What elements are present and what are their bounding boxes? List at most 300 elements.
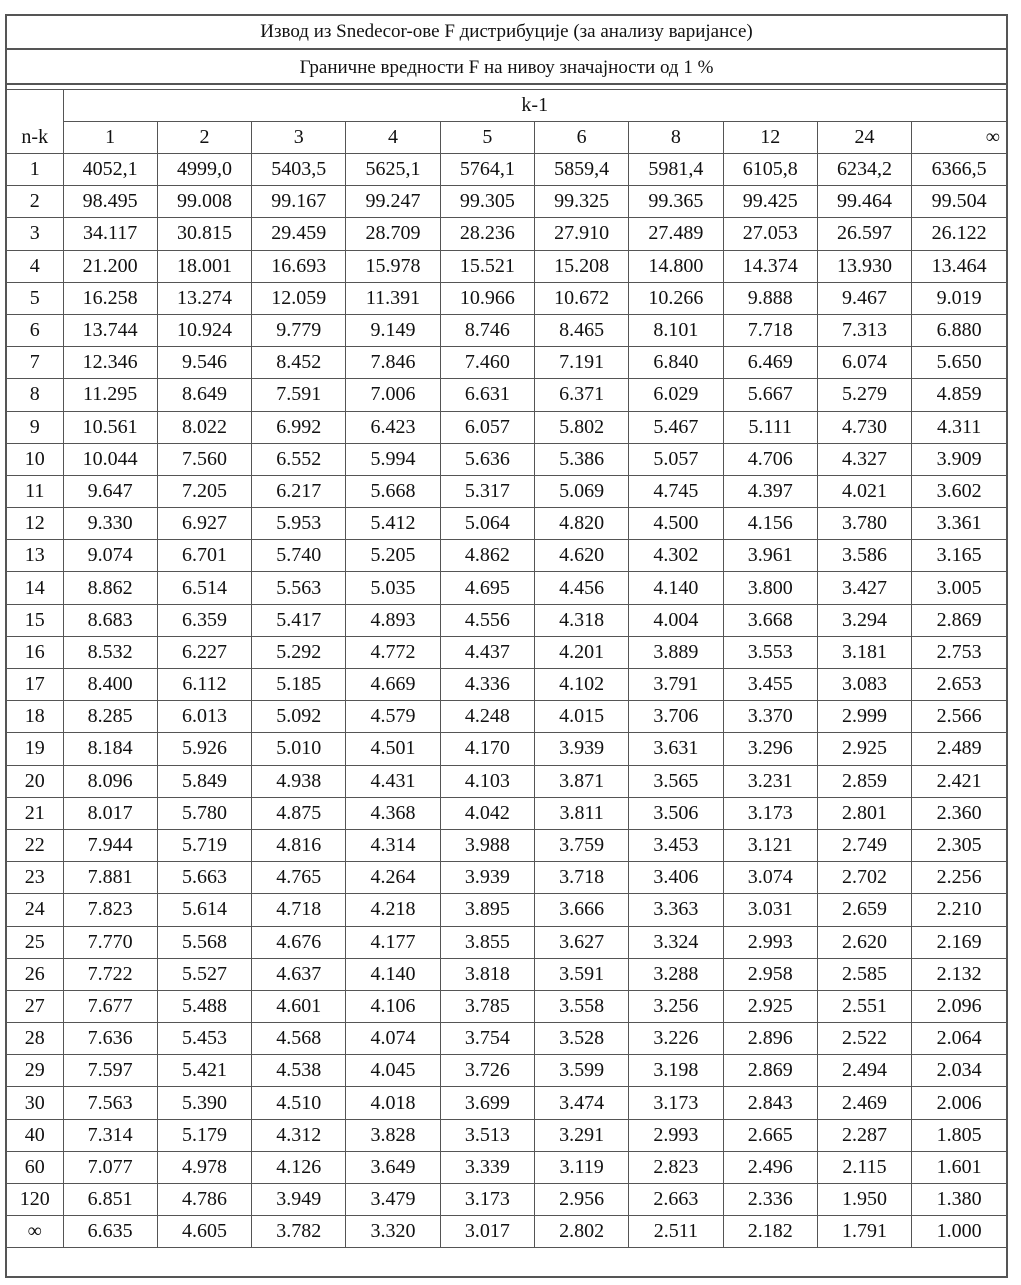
table-cell: 3.453 [629, 829, 723, 861]
table-cell: 4.500 [629, 508, 723, 540]
table-cell: 4.327 [817, 443, 911, 475]
table-cell: 4.601 [252, 990, 346, 1022]
table-cell: 5.926 [157, 733, 251, 765]
table-cell: 4.820 [534, 508, 628, 540]
table-cell: 3.699 [440, 1087, 534, 1119]
table-cell: 4.218 [346, 894, 440, 926]
table-cell: 4.015 [534, 701, 628, 733]
table-cell: 9.149 [346, 314, 440, 346]
column-header: ∞ [912, 122, 1006, 154]
table-cell: 7.823 [63, 894, 157, 926]
table-cell: 29.459 [252, 218, 346, 250]
table-cell: 3.479 [346, 1184, 440, 1216]
table-cell: 2.115 [817, 1151, 911, 1183]
table-cell: 2.511 [629, 1216, 723, 1248]
table-cell: 5.453 [157, 1023, 251, 1055]
table-row [7, 1087, 1006, 1119]
table-row [7, 1216, 1006, 1248]
table-cell: 4.042 [440, 797, 534, 829]
table-cell: 6.217 [252, 475, 346, 507]
table-cell: 5.527 [157, 958, 251, 990]
table-cell: 12.346 [63, 347, 157, 379]
table-cell: 13.930 [817, 250, 911, 282]
table-row [7, 282, 1006, 314]
table-cell: 4.676 [252, 926, 346, 958]
table-cell: 4.318 [534, 604, 628, 636]
table-cell: 5.317 [440, 475, 534, 507]
table-cell: 5.636 [440, 443, 534, 475]
row-label: 8 [7, 379, 63, 411]
table-row [7, 604, 1006, 636]
table-cell: 3.528 [534, 1023, 628, 1055]
table-cell: 2.132 [912, 958, 1006, 990]
table-cell: 4.126 [252, 1151, 346, 1183]
table-cell: 5.667 [723, 379, 817, 411]
table-cell: 18.001 [157, 250, 251, 282]
table-cell: 5.421 [157, 1055, 251, 1087]
table-cell: 4.264 [346, 862, 440, 894]
table-cell: 4.510 [252, 1087, 346, 1119]
row-label: 13 [7, 540, 63, 572]
column-header-row [7, 122, 1006, 154]
table-cell: 15.521 [440, 250, 534, 282]
table-cell: 4.875 [252, 797, 346, 829]
table-row [7, 990, 1006, 1022]
table-cell: 3.780 [817, 508, 911, 540]
table-cell: 3.083 [817, 669, 911, 701]
table-cell: 6.359 [157, 604, 251, 636]
table-cell: 4.745 [629, 475, 723, 507]
table-row [7, 765, 1006, 797]
table-cell: 9.647 [63, 475, 157, 507]
table-cell: 15.208 [534, 250, 628, 282]
table-cell: 4.336 [440, 669, 534, 701]
table-cell: 5.092 [252, 701, 346, 733]
row-label: 12 [7, 508, 63, 540]
table-cell: 7.597 [63, 1055, 157, 1087]
table-cell: 5764,1 [440, 154, 534, 186]
table-cell: 8.452 [252, 347, 346, 379]
table-cell: 99.464 [817, 186, 911, 218]
table-row [7, 250, 1006, 282]
row-label: 17 [7, 669, 63, 701]
table-cell: 10.924 [157, 314, 251, 346]
table-cell: 4.706 [723, 443, 817, 475]
table-cell: 10.561 [63, 411, 157, 443]
table-cell: 27.053 [723, 218, 817, 250]
table-row [7, 314, 1006, 346]
n-label: n-k [7, 122, 63, 154]
table-cell: 8.465 [534, 314, 628, 346]
table-cell: 2.566 [912, 701, 1006, 733]
table-row [7, 829, 1006, 861]
table-cell: 7.718 [723, 314, 817, 346]
table-cell: 4.437 [440, 636, 534, 668]
table-cell: 5.467 [629, 411, 723, 443]
table-cell: 3.296 [723, 733, 817, 765]
table-cell: 13.464 [912, 250, 1006, 282]
table-cell: 2.551 [817, 990, 911, 1022]
table-cell: 7.677 [63, 990, 157, 1022]
row-label: 14 [7, 572, 63, 604]
table-cell: 2.653 [912, 669, 1006, 701]
table-cell: 5625,1 [346, 154, 440, 186]
table-cell: 4.456 [534, 572, 628, 604]
row-label: 5 [7, 282, 63, 314]
row-label: 4 [7, 250, 63, 282]
row-label: 23 [7, 862, 63, 894]
table-cell: 3.909 [912, 443, 1006, 475]
table-cell: 3.961 [723, 540, 817, 572]
row-label: 15 [7, 604, 63, 636]
table-cell: 4.816 [252, 829, 346, 861]
table-cell: 10.044 [63, 443, 157, 475]
table-cell: 5.849 [157, 765, 251, 797]
table-cell: 4.938 [252, 765, 346, 797]
table-cell: 3.818 [440, 958, 534, 990]
table-cell: 6.469 [723, 347, 817, 379]
table-cell: 3.627 [534, 926, 628, 958]
table-cell: 4.103 [440, 765, 534, 797]
table-cell: 6.880 [912, 314, 1006, 346]
table-cell: 1.000 [912, 1216, 1006, 1248]
table-cell: 6.701 [157, 540, 251, 572]
row-label: 27 [7, 990, 63, 1022]
table-cell: 7.636 [63, 1023, 157, 1055]
table-cell: 3.586 [817, 540, 911, 572]
table-cell: 3.288 [629, 958, 723, 990]
table-cell: 5.064 [440, 508, 534, 540]
table-cell: 8.400 [63, 669, 157, 701]
table-cell: 6.371 [534, 379, 628, 411]
table-cell: 5.780 [157, 797, 251, 829]
table-cell: 10.672 [534, 282, 628, 314]
column-header: 2 [157, 122, 251, 154]
table-cell: 3.599 [534, 1055, 628, 1087]
table-cell: 10.966 [440, 282, 534, 314]
table-cell: 2.749 [817, 829, 911, 861]
table-cell: 5.412 [346, 508, 440, 540]
table-cell: 3.754 [440, 1023, 534, 1055]
table-cell: 2.702 [817, 862, 911, 894]
table-cell: 4.862 [440, 540, 534, 572]
table-cell: 4.302 [629, 540, 723, 572]
table-cell: 2.958 [723, 958, 817, 990]
table-cell: 7.205 [157, 475, 251, 507]
table-row [7, 186, 1006, 218]
corner-blank [7, 90, 63, 122]
table-cell: 3.871 [534, 765, 628, 797]
table-row [7, 154, 1006, 186]
table-cell: 99.247 [346, 186, 440, 218]
row-label: 29 [7, 1055, 63, 1087]
table-cell: 2.522 [817, 1023, 911, 1055]
table-cell: 2.489 [912, 733, 1006, 765]
row-label: 40 [7, 1119, 63, 1151]
table-cell: 2.925 [723, 990, 817, 1022]
table-cell: 4052,1 [63, 154, 157, 186]
table-cell: 2.896 [723, 1023, 817, 1055]
table-cell: 4.893 [346, 604, 440, 636]
table-row [7, 1119, 1006, 1151]
table-cell: 10.266 [629, 282, 723, 314]
table-cell: 11.295 [63, 379, 157, 411]
table-cell: 21.200 [63, 250, 157, 282]
column-header: 12 [723, 122, 817, 154]
table-cell: 3.165 [912, 540, 1006, 572]
table-cell: 2.620 [817, 926, 911, 958]
table-row [7, 475, 1006, 507]
row-label: 22 [7, 829, 63, 861]
table-cell: 2.006 [912, 1087, 1006, 1119]
table-cell: 5.953 [252, 508, 346, 540]
table-row [7, 1023, 1006, 1055]
table-cell: 2.421 [912, 765, 1006, 797]
row-label: 2 [7, 186, 63, 218]
table-cell: 5.111 [723, 411, 817, 443]
table-cell: 6.635 [63, 1216, 157, 1248]
table-cell: 3.370 [723, 701, 817, 733]
row-label: 120 [7, 1184, 63, 1216]
table-cell: 3.198 [629, 1055, 723, 1087]
row-label: 21 [7, 797, 63, 829]
document-title: Извод из Snedecor-ове F дистрибуције (за анализу варијансе) [7, 16, 1006, 50]
table-cell: 5.386 [534, 443, 628, 475]
table-cell: 8.096 [63, 765, 157, 797]
row-label: 60 [7, 1151, 63, 1183]
table-cell: 28.236 [440, 218, 534, 250]
table-cell: 2.496 [723, 1151, 817, 1183]
table-cell: 15.978 [346, 250, 440, 282]
table-cell: 7.460 [440, 347, 534, 379]
table-cell: 4.368 [346, 797, 440, 829]
table-cell: 3.706 [629, 701, 723, 733]
table-cell: 4.772 [346, 636, 440, 668]
table-cell: 3.949 [252, 1184, 346, 1216]
table-cell: 5.614 [157, 894, 251, 926]
table-cell: 2.469 [817, 1087, 911, 1119]
table-cell: 7.191 [534, 347, 628, 379]
table-cell: 98.495 [63, 186, 157, 218]
table-cell: 3.291 [534, 1119, 628, 1151]
table-row [7, 508, 1006, 540]
table-cell: 4.730 [817, 411, 911, 443]
table-cell: 8.285 [63, 701, 157, 733]
table-cell: 4.859 [912, 379, 1006, 411]
table-cell: 16.258 [63, 282, 157, 314]
table-cell: 3.474 [534, 1087, 628, 1119]
table-cell: 5.057 [629, 443, 723, 475]
table-cell: 4.556 [440, 604, 534, 636]
table-cell: 3.988 [440, 829, 534, 861]
table-cell: 16.693 [252, 250, 346, 282]
table-cell: 8.746 [440, 314, 534, 346]
table-cell: 3.558 [534, 990, 628, 1022]
table-cell: 26.122 [912, 218, 1006, 250]
f-table [7, 89, 1006, 1248]
f-distribution-document [5, 14, 1008, 1278]
table-cell: 8.184 [63, 733, 157, 765]
table-cell: 5.568 [157, 926, 251, 958]
table-cell: 3.828 [346, 1119, 440, 1151]
table-cell: 2.256 [912, 862, 1006, 894]
table-cell: 3.718 [534, 862, 628, 894]
table-cell: 99.325 [534, 186, 628, 218]
row-label: 20 [7, 765, 63, 797]
table-cell: 9.779 [252, 314, 346, 346]
table-cell: 7.591 [252, 379, 346, 411]
table-cell: 3.759 [534, 829, 628, 861]
table-cell: 3.591 [534, 958, 628, 990]
table-cell: 9.330 [63, 508, 157, 540]
table-row [7, 347, 1006, 379]
table-cell: 30.815 [157, 218, 251, 250]
table-cell: 7.722 [63, 958, 157, 990]
table-cell: 4.021 [817, 475, 911, 507]
table-cell: 6.552 [252, 443, 346, 475]
table-cell: 7.314 [63, 1119, 157, 1151]
table-cell: 99.425 [723, 186, 817, 218]
table-cell: 3.895 [440, 894, 534, 926]
table-cell: 3.173 [629, 1087, 723, 1119]
table-cell: 3.666 [534, 894, 628, 926]
table-cell: 2.305 [912, 829, 1006, 861]
table-cell: 9.019 [912, 282, 1006, 314]
table-cell: 6.423 [346, 411, 440, 443]
table-cell: 5.650 [912, 347, 1006, 379]
table-cell: 7.006 [346, 379, 440, 411]
table-cell: 2.869 [723, 1055, 817, 1087]
table-cell: 2.034 [912, 1055, 1006, 1087]
row-label: 10 [7, 443, 63, 475]
table-cell: 6.631 [440, 379, 534, 411]
table-cell: 27.489 [629, 218, 723, 250]
table-cell: 8.022 [157, 411, 251, 443]
table-cell: 2.287 [817, 1119, 911, 1151]
table-cell: 2.925 [817, 733, 911, 765]
document-subtitle: Граничне вредности F на нивоу значајности од 1 % [7, 53, 1006, 85]
table-row [7, 572, 1006, 604]
table-cell: 5.185 [252, 669, 346, 701]
table-cell: 6.514 [157, 572, 251, 604]
table-cell: 4.579 [346, 701, 440, 733]
table-cell: 5.488 [157, 990, 251, 1022]
column-header: 8 [629, 122, 723, 154]
table-cell: 4.695 [440, 572, 534, 604]
table-cell: 5859,4 [534, 154, 628, 186]
table-cell: 4.177 [346, 926, 440, 958]
row-label: 24 [7, 894, 63, 926]
table-cell: 7.846 [346, 347, 440, 379]
table-cell: 6366,5 [912, 154, 1006, 186]
table-cell: 2.665 [723, 1119, 817, 1151]
table-cell: 6.227 [157, 636, 251, 668]
table-cell: 8.532 [63, 636, 157, 668]
table-cell: 3.553 [723, 636, 817, 668]
table-cell: 3.320 [346, 1216, 440, 1248]
table-cell: 2.360 [912, 797, 1006, 829]
table-cell: 6.112 [157, 669, 251, 701]
table-cell: 4.978 [157, 1151, 251, 1183]
table-body [7, 154, 1006, 1248]
table-cell: 3.811 [534, 797, 628, 829]
table-cell: 99.167 [252, 186, 346, 218]
table-row [7, 1055, 1006, 1087]
table-cell: 7.313 [817, 314, 911, 346]
table-cell: 3.031 [723, 894, 817, 926]
table-row [7, 540, 1006, 572]
row-label: ∞ [7, 1216, 63, 1248]
table-cell: 3.785 [440, 990, 534, 1022]
table-cell: 3.427 [817, 572, 911, 604]
table-row [7, 379, 1006, 411]
table-row [7, 862, 1006, 894]
table-cell: 5.417 [252, 604, 346, 636]
table-cell: 26.597 [817, 218, 911, 250]
table-cell: 7.077 [63, 1151, 157, 1183]
table-cell: 2.753 [912, 636, 1006, 668]
table-cell: 5.719 [157, 829, 251, 861]
table-cell: 3.939 [440, 862, 534, 894]
table-row [7, 894, 1006, 926]
table-cell: 4.431 [346, 765, 440, 797]
table-cell: 3.363 [629, 894, 723, 926]
table-cell: 8.017 [63, 797, 157, 829]
table-cell: 8.649 [157, 379, 251, 411]
row-label: 9 [7, 411, 63, 443]
table-row [7, 926, 1006, 958]
row-label: 19 [7, 733, 63, 765]
table-cell: 5403,5 [252, 154, 346, 186]
table-cell: 14.800 [629, 250, 723, 282]
table-cell: 1.805 [912, 1119, 1006, 1151]
table-cell: 8.101 [629, 314, 723, 346]
table-cell: 4.568 [252, 1023, 346, 1055]
table-cell: 2.585 [817, 958, 911, 990]
table-cell: 2.993 [723, 926, 817, 958]
table-cell: 2.494 [817, 1055, 911, 1087]
row-label: 3 [7, 218, 63, 250]
table-cell: 12.059 [252, 282, 346, 314]
table-cell: 4.106 [346, 990, 440, 1022]
table-cell: 5.663 [157, 862, 251, 894]
table-cell: 1.601 [912, 1151, 1006, 1183]
table-cell: 2.210 [912, 894, 1006, 926]
table-cell: 3.173 [723, 797, 817, 829]
column-header: 3 [252, 122, 346, 154]
table-cell: 3.726 [440, 1055, 534, 1087]
table-cell: 3.339 [440, 1151, 534, 1183]
table-cell: 4.140 [629, 572, 723, 604]
column-header: 6 [534, 122, 628, 154]
table-cell: 2.659 [817, 894, 911, 926]
table-cell: 99.305 [440, 186, 534, 218]
table-cell: 7.563 [63, 1087, 157, 1119]
table-cell: 1.791 [817, 1216, 911, 1248]
row-label: 18 [7, 701, 63, 733]
column-header: 24 [817, 122, 911, 154]
table-cell: 3.800 [723, 572, 817, 604]
table-cell: 7.944 [63, 829, 157, 861]
row-label: 11 [7, 475, 63, 507]
table-cell: 2.801 [817, 797, 911, 829]
table-row [7, 669, 1006, 701]
table-cell: 3.256 [629, 990, 723, 1022]
table-cell: 5.994 [346, 443, 440, 475]
table-cell: 2.823 [629, 1151, 723, 1183]
table-cell: 2.096 [912, 990, 1006, 1022]
table-cell: 4.170 [440, 733, 534, 765]
